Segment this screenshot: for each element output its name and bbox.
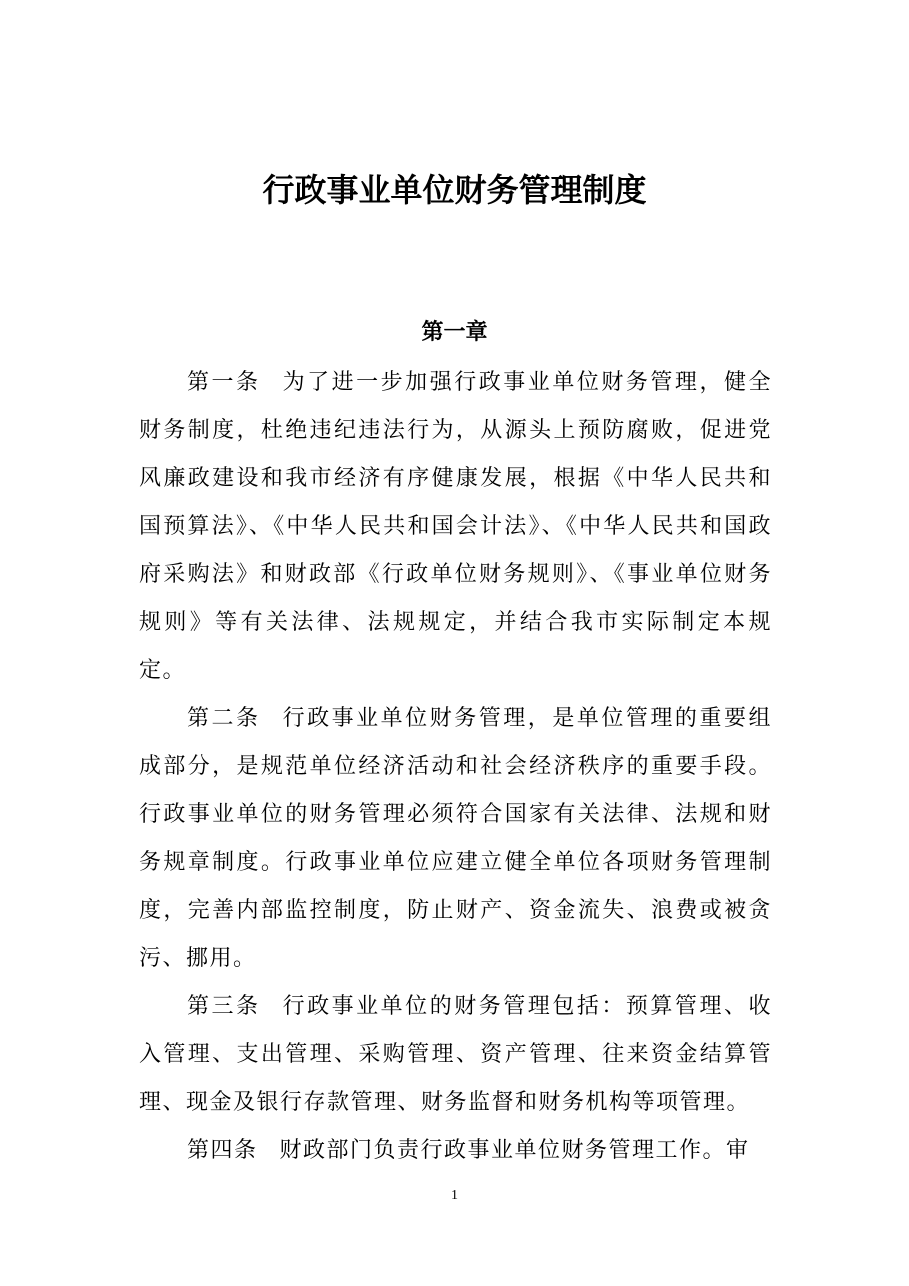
chapter-heading: 第一章 — [421, 320, 488, 345]
article-paragraph — [139, 1127, 772, 1175]
document-body — [139, 359, 772, 1175]
document-title: 行政事业单位财务管理制度 — [262, 171, 647, 209]
article-text: 行政事业单位财务管理，是单位管理的重要组成部分，是规范单位经济活动和社会经济秩序的重要手段。行政事业单位的财务管理必须符合国家有关法律、法规和财务规章制度。行政事业单位应建立健全单位各项财务管理制度，完善内部监控制度，防止财产、资金流失、浪费或被贪污、挪用。 — [139, 706, 772, 971]
article-paragraph — [139, 359, 772, 695]
article-text: 行政事业单位的财务管理包括：预算管理、收入管理、支出管理、采购管理、资产管理、往来资金结算管理、现金及银行存款管理、财务监督和财务机构等项管理。 — [139, 994, 772, 1115]
article-label: 第三条 — [187, 994, 261, 1019]
article-label: 第二条 — [187, 706, 261, 731]
article-text: 为了进一步加强行政事业单位财务管理，健全财务制度，杜绝违纪违法行为，从源头上预防腐败，促进党风廉政建设和我市经济有序健康发展，根据《中华人民共和国预算法》、《中华人民共和国会计法》、《中华人民共和国政府采购法》和财政部《行政单位财务规则》、《事业单位财务规则》等有关法律、法规规定，并结合我市实际制定本规定。 — [139, 370, 772, 683]
article-text: 财政部门负责行政事业单位财务管理工作。审 — [279, 1138, 750, 1163]
article-paragraph — [139, 983, 772, 1127]
page-number: 1 — [451, 1188, 458, 1203]
article-label: 第一条 — [187, 370, 261, 395]
article-paragraph — [139, 695, 772, 983]
article-label: 第四条 — [187, 1138, 258, 1163]
